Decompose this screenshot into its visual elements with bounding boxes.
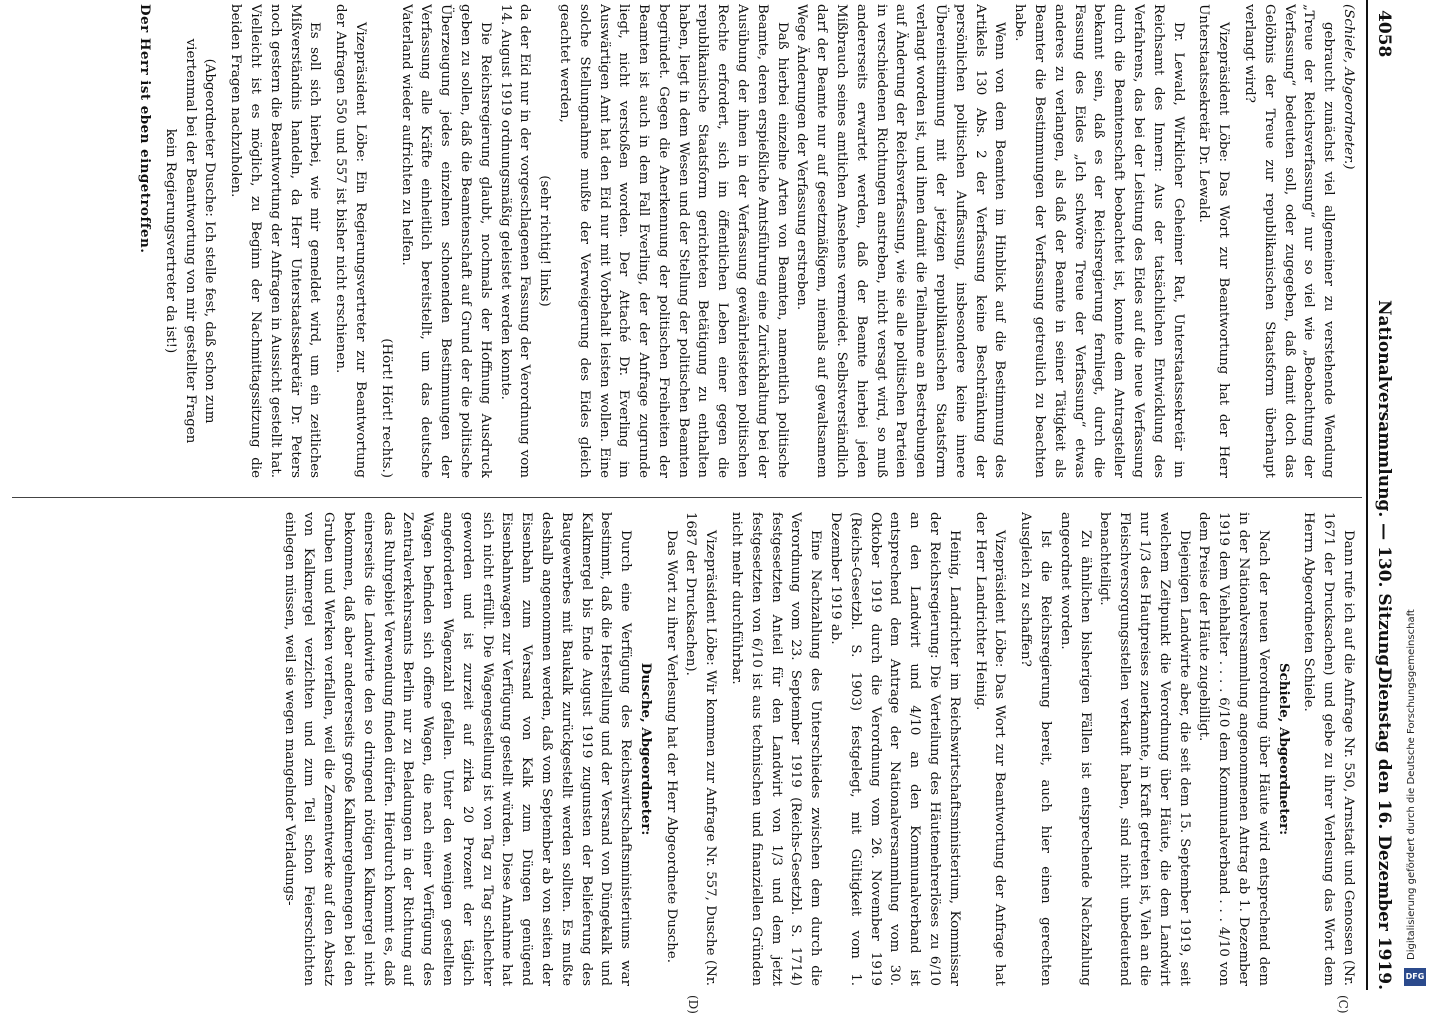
speaker: Schiele, Abgeordneter: xyxy=(1275,662,1292,836)
paragraph: Heinig, Landrichter im Reichswirtschaftsministerium, Kommissar der Reichsregierung: Die Verteilung des Häutemehrerlöses zu 6/10 an den Landwirt und 4/10 an den Kommunalverband ist entsprechend dem Antrage der Nationalversammlung vom 30. Oktober 1919 durch die Verordnung vom 26. November 1919 (Reichs-Gesetzbl. S. 1903) festgelegt, mit Gültigkeit vom 1. Dezember 1919 ab. xyxy=(828,512,962,986)
left-column xyxy=(8,4,1358,478)
digitization-note-text: Digitalisierung gefördert durch die Deutsche Forschungsgemeinschaft xyxy=(1406,609,1417,960)
paragraph: Vizepräsident Löbe: Das Wort zur Beantwortung der Anfrage hat der Herr Landrichter Heinig. xyxy=(972,512,1008,986)
paragraph: Durch eine Verfügung des Reichswirtschaftsministeriums war bestimmt, daß die Herstellung und der Versand von Düngekalk und Kalkmergel bis Ende August 1919 zugunsten der Belieferung des Baugewerbes mit Baukalk zurückgestellt werden sollten. Es mußte deshalb angenommen werden, daß vom September ab von seiten der Eisenbahn zum Versand von Kalk zum Düngen genügend Eisenbahnwagen zur Verfügung gestellt würden. Diese Annahme hat sich nicht erfüllt. Die Wagengestellung ist von Tag zu Tag schlechter geworden und ist zurzeit auf zirka 20 Prozent der täglich angeforderten Wagenzahl gefallen. Unter den wenigen gestellten Wagen befinden sich offene Wagen, die nach einer Verfügung des Zentralverkehrsamts Berlin nur zu Beladungen in der Richtung auf das Ruhrgebiet Verwendung finden dürfen. Hierdurch kommt es, daß einerseits die Landwirte den so dringend nötigen Kalkmergel nicht bekommen, daß aber andererseits große Kalkmergelmengen bei den Gruben und Werken verfallen, weil die Zementwerke auf den Absatz von Kalkmergel verzichten und zum Teil schon Feierschichten einlegen müssen, weil sie wegen mangelnder Verladungs- xyxy=(281,512,634,986)
paragraph: Der Herr ist eben eingetroffen. xyxy=(136,4,153,254)
paragraph: Vizepräsident Löbe: Das Wort zur Beantwortung hat der Herr Unterstaatssekretär Dr. Lewald. xyxy=(1196,4,1232,478)
interjection: (Abgeordneter Dusche: Ich stelle fest, daß schon zum viertenmal bei der Beantwortung von mir gestellter Fragen kein Regierungsvertreter da ist!) xyxy=(162,38,218,444)
paragraph: Es soll sich hierbei, wie mir gemeldet wird, um ein zeitliches Mißverständnis handeln, da Herr Unterstaatssekretär Dr. Peters noch gestern die Beantwortung der Anfragen in Aussicht gestellt hat. Vielleicht ist es möglich, zu Beginn der Nachmittagssitzung die beiden Fragen nachzuholen. xyxy=(228,4,323,478)
paragraph: Die Reichsregierung glaubt, nochmals der Hoffnung Ausdruck geben zu sollen, daß die Beamtenschaft auf Grund der die politische Überzeugung jedes einzelnen schonenden Bestimmungen der Verfassung alle Kräfte einheitlich bereitstellt, um das deutsche Vaterland wieder aufrichten zu helfen. xyxy=(398,4,493,478)
paragraph: da der Eid nur in der vorgeschlagenen Fassung der Verordnung vom 14. August 1919 ordnungsmäßig geleistet werden konnte. xyxy=(497,4,533,478)
speaker-continuation: (Schiele, Abgeordneter.) xyxy=(1341,4,1356,170)
page-header xyxy=(1370,10,1400,990)
paragraph: Dann rufe ich auf die Anfrage Nr. 550, Arnstadt und Genossen (Nr. 1671 der Drucksachen) und gebe zu ihrer Verlesung das Wort dem Herrn Abgeordneten Schiele. xyxy=(1301,512,1356,986)
header-rule xyxy=(1366,0,1368,990)
dfg-logo xyxy=(1404,968,1426,986)
paragraph: Ist die Reichsregierung bereit, auch hier einen gerechten Ausgleich zu schaffen? xyxy=(1018,512,1054,986)
paragraph: Das Wort zu ihrer Verlesung hat der Herr Abgeordnete Dusche. xyxy=(663,530,679,964)
paragraph: gebraucht zunächst viel allgemeiner zu verstehende Wendung „Treue der Reichsverfassung“ nur so viel wie „Beobachtung der Verfassung“ bedeuten soll, oder zugegeben, daß damit doch das Gelöbnis der Treue zur republikanischen Staatsform überhaupt verlangt wird? xyxy=(1242,4,1337,478)
margin-mark-d: (D) xyxy=(686,995,700,1014)
paragraph: Vizepräsident Löbe: Wir kommen zur Anfrage Nr. 557, Dusche (Nr. 1687 der Drucksachen). xyxy=(683,512,719,986)
speaker: Dusche, Abgeordneter: xyxy=(637,662,654,836)
page-title: Nationalversammlung. — 130. Sitzung. xyxy=(1374,300,1394,673)
dfg-logo-text: DFG xyxy=(1405,972,1425,981)
digitization-note xyxy=(1406,609,1417,960)
interjection: (Hört! Hört! rechts.) xyxy=(378,338,394,478)
margin-mark-c: (C) xyxy=(1336,995,1350,1014)
paragraph: Vizepräsident Löbe: Ein Regierungsvertreter zur Beantwortung der Anfragen 550 und 557 ist bisher nicht erschienen. xyxy=(333,4,368,478)
right-column xyxy=(8,512,1358,986)
session-date: Dienstag den 16. Dezember 1919. xyxy=(1374,668,1394,990)
paragraph: Wenn von dem Beamten im Hinblick auf die Bestimmung des Artikels 130 Abs. 2 der Verfassung keine Beschränkung der persönlichen politischen Auffassung, insbesondere keine innere Übereinstimmung mit der jetzigen republikanischen Staatsform verlangt worden ist, und ihnen damit die Teilnahme an Bestrebungen auf Änderung der Reichsverfassung, wie sie alle politischen Parteien in verschiedenen Richtungen anstreben, nicht versagt wird, so muß andererseits erwartet werden, daß der Beamte hierbei jeden Mißbrauch seines amtlichen Ansehens vermeidet. Selbstverständlich darf der Beamte nur auf gesetzmäßigem, niemals auf gewaltsamem Wege Änderungen der Verfassung erstreben. xyxy=(794,4,1008,478)
paragraph: Diejenigen Landwirte aber, die seit dem 15. September 1919, seit welchem Zeitpunkt die Verordnung über Häute, die dem Landwirt nur 1/3 des Hautpreises zuerkannte, in Kraft getreten ist, Vieh an die Fleischversorgungsstellen verkauft haben, sind nicht unbedeutend benachteiligt. xyxy=(1097,512,1192,986)
interjection: (sehr richtig! links) xyxy=(537,175,553,307)
column-divider xyxy=(12,497,1362,498)
paragraph: Dr. Lewald, Wirklicher Geheimer Rat, Unterstaatssekretär im Reichsamt des Innern: Aus der tatsächlichen Entwicklung des Verfahrens, das bei der Leistung des Eides auf die neue Verfassung durch die Beamtenschaft beobachtet ist, konnte dem Antragsteller bekannt sein, daß es der Reichsregierung fernliegt, durch die Fassung des Eides „Ich schwöre Treue der Verfassung“ etwas anderes zu verlangen, als daß der Beamte in seiner Tätigkeit als Beamter die Bestimmungen der Verfassung getreulich zu beachten habe. xyxy=(1012,4,1186,478)
paragraph: Zu ähnlichen bisherigen Fällen ist entsprechende Nachzahlung angeordnet worden. xyxy=(1057,512,1093,986)
page-number: 4058 xyxy=(1374,10,1394,58)
paragraph: Daß hierbei einzelne Arten von Beamten, namentlich politische Beamte, deren erspießliche Amtsführung eine Zurückhaltung bei der Ausübung der ihnen in der Verfassung gewährleisteten politischen Rechte erfordert, sich im öffentlichen Leben einer gegen die republikanische Staatsform gerichteten Betätigung zu enthalten haben, liegt in dem Wesen und der Stellung der politischen Beamten begründet. Gegen die Anerkennung der politischen Freiheiten der Beamten ist auch in dem Fall Everling, der der Anfrage zugrunde liegt, nicht verstoßen worden. Der Attaché Dr. Everling im Auswärtigen Amt hat den Eid nur mit Vorbehalt leisten wollen. Eine solche Stellungnahme mußte der Verweigerung des Eides gleich geachtet werden, xyxy=(556,4,790,478)
paragraph: Nach der neuen Verordnung über Häute wird entsprechend dem in der Nationalversammlung angenommenen Antrag ab 1. Dezember 1919 dem Viehhalter . . . . 6/10 dem Kommunalverband . . . 4/10 von dem Preise der Häute zugebilligt. xyxy=(1196,512,1271,986)
paragraph: Eine Nachzahlung des Unterschiedes zwischen dem durch die Verordnung vom 23. September 1919 (Reichs-Gesetzbl. S. 1714) festgesetzten Anteil für den Landwirt von 1/3 und dem jetzt festgesetzten von 6/10 ist aus technischen und finanziellen Gründen nicht mehr durchführbar. xyxy=(729,512,824,986)
